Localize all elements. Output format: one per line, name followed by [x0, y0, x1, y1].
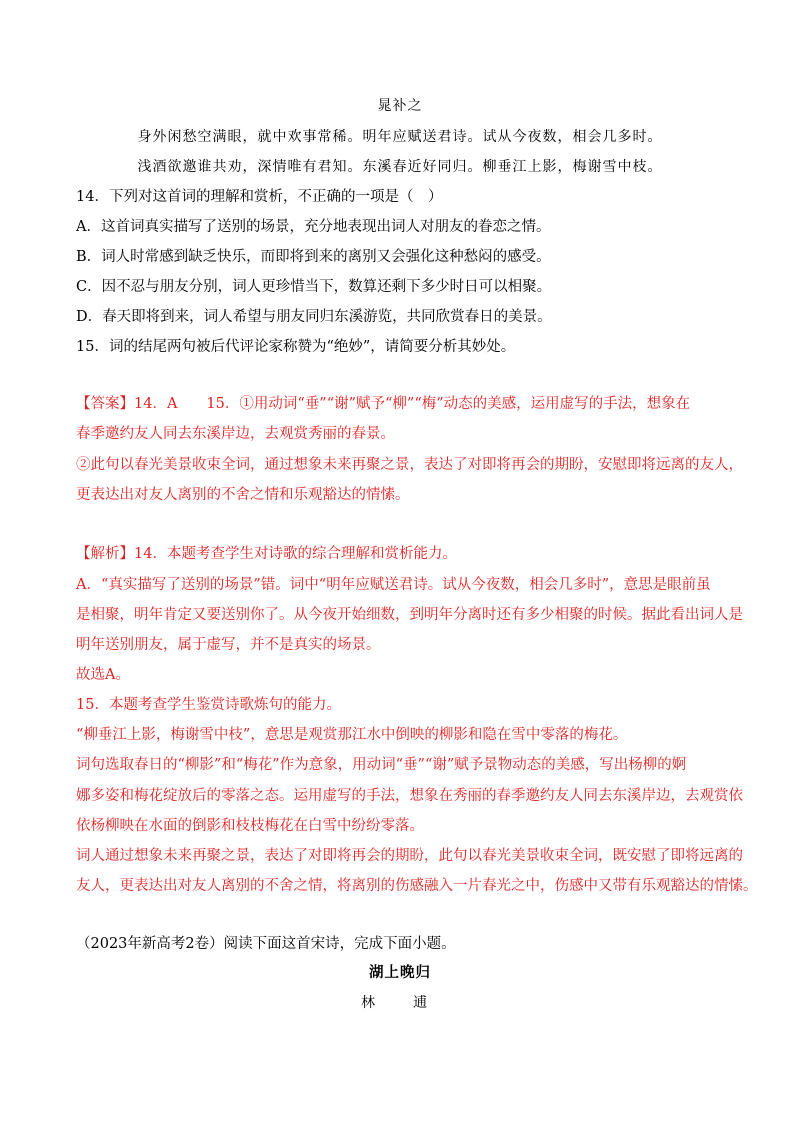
- option-a: A．这首词真实描写了送别的场景，充分地表现出词人对朋友的眷恋之情。: [76, 219, 551, 235]
- poem-author: 晁补之: [377, 98, 423, 114]
- analysis-line: 友人，更表达出对友人离别的不舍之情，将离别的伤感融入一片春光之中，伤感中又带有乐观豁达的情愫。: [76, 878, 758, 894]
- analysis-line: 娜多姿和梅花绽放后的零落之态。运用虚写的手法，想象在秀丽的春季邀约友人同去东溪岸边，去观赏依: [76, 788, 743, 804]
- option-d: D．春天即将到来，词人希望与朋友同归东溪游览，共同欣赏春日的美景。: [76, 309, 552, 325]
- analysis-line: A．“真实描写了送别的场景”错。词中“明年应赋送君诗。试从今夜数，相会几多时”，意思是眼前虽: [76, 577, 711, 593]
- analysis-line: 是相聚，明年肯定又要送别你了。从今夜开始细数，到明年分离时还有多少相聚的时候。据此看出词人是: [76, 607, 743, 623]
- analysis-line: 明年送别朋友，属于虚写，并不是真实的场景。: [76, 637, 381, 653]
- question-15: 15．词的结尾两句被后代评论家称赞为“绝妙”，请简要分析其妙处。: [76, 339, 516, 355]
- next-poem-title: 湖上晚归: [369, 964, 431, 981]
- option-c: C．因不忍与朋友分别，词人更珍惜当下，数算还剩下多少时日可以相聚。: [76, 279, 552, 295]
- analysis-line: 故选A。: [76, 667, 130, 683]
- analysis-line: 15．本题考查学生鉴赏诗歌炼句的能力。: [76, 697, 341, 713]
- analysis-line: 词人通过想象未来再聚之景，表达了对即将再会的期盼，此句以春光美景收束全词，既安慰了即将远离的: [76, 848, 743, 864]
- analysis-line: 依杨柳映在水面的倒影和枝枝梅花在白雪中纷纷零落。: [76, 818, 424, 834]
- answer-line: 春季邀约友人同去东溪岸边，去观赏秀丽的春景。: [76, 426, 395, 442]
- analysis-line: 词句选取春日的“柳影”和“梅花”作为意象，用动词“垂”“谢”赋予景物动态的美感，写出杨柳的婀: [76, 757, 687, 773]
- answer-line: 【答案】14．A 15．①用动词“垂”“谢”赋予“柳”“梅”动态的美感，运用虚写的手法，想象在: [76, 396, 691, 412]
- answer-line: 更表达出对友人离别的不舍之情和乐观豁达的情愫。: [76, 487, 410, 503]
- analysis-line: 【解析】14．本题考查学生对诗歌的综合理解和赏析能力。: [76, 546, 457, 562]
- question-14: 14．下列对这首词的理解和赏析，不正确的一项是（ ）: [76, 189, 443, 205]
- analysis-line: “柳垂江上影，梅谢雪中枝”，意思是观赏那江水中倒映的柳影和隐在雪中零落的梅花。: [76, 727, 628, 743]
- option-b: B．词人时常感到缺乏快乐，而即将到来的离别又会强化这种愁闷的感受。: [76, 249, 551, 265]
- next-section-intro: （2023年新高考2卷）阅读下面这首宋诗，完成下面小题。: [76, 936, 456, 952]
- poem-line: 身外闲愁空满眼，就中欢事常稀。明年应赋送君诗。试从今夜数，相会几多时。: [137, 129, 663, 145]
- answer-line: ②此句以春光美景收束全词，通过想象未来再聚之景，表达了对即将再会的期盼，安慰即将远离的友人，: [76, 457, 743, 473]
- next-poem-author: 林 逋: [361, 995, 439, 1011]
- poem-line: 浅酒欲邀谁共劝，深情唯有君知。东溪春近好同归。柳垂江上影，梅谢雪中枝。: [137, 159, 663, 175]
